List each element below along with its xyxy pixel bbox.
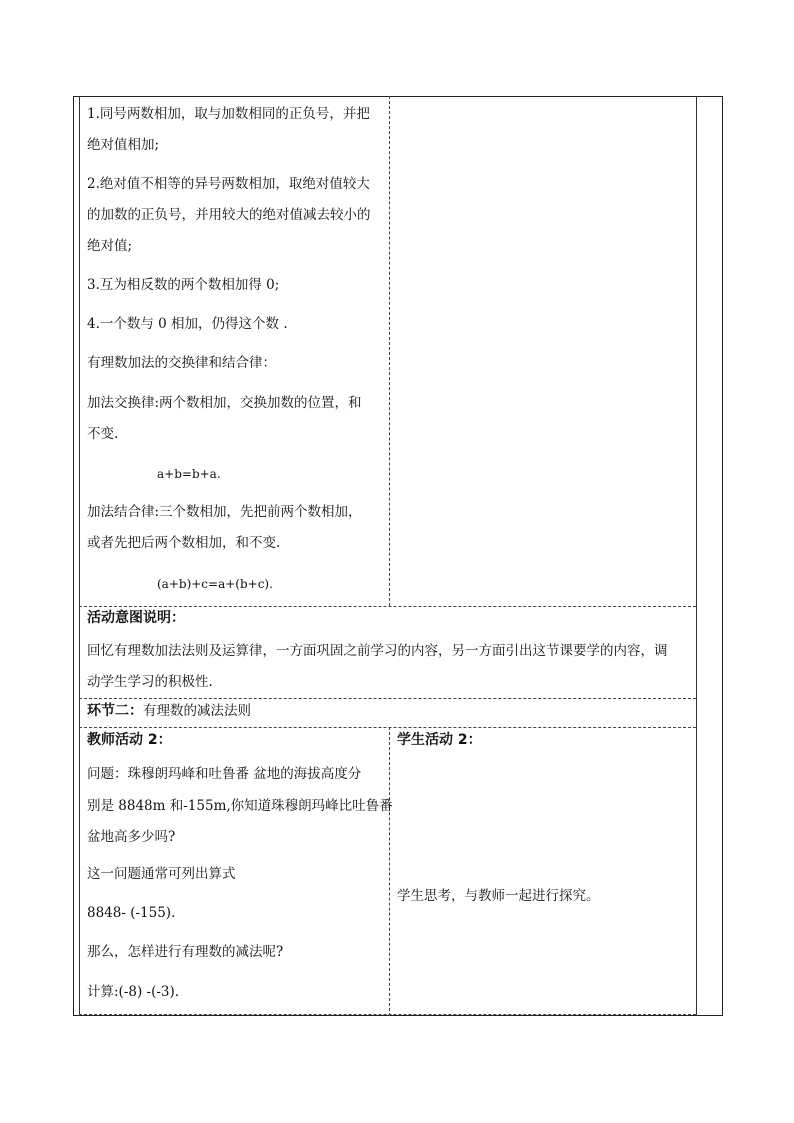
row-divider xyxy=(79,698,696,699)
teacher-title: 教师活动 2： xyxy=(87,732,172,748)
row-divider xyxy=(79,727,696,728)
rule-line: 绝对值相加; xyxy=(87,137,160,153)
step-label: 环节二： xyxy=(87,703,143,719)
teacher-line: 盆地高多少吗? xyxy=(87,829,176,845)
intent-title: 活动意图说明： xyxy=(87,610,185,626)
rule-line: 3.互为相反数的两个数相加得 0; xyxy=(87,277,280,293)
intent-text: 动学生学习的积极性. xyxy=(87,674,213,690)
rule-line: 1.同号两数相加，取与加数相同的正负号，并把 xyxy=(87,106,370,122)
teacher-line: 别是 8848m 和-155m,你知道珠穆朗玛峰比吐鲁番 xyxy=(87,798,393,814)
row-divider xyxy=(79,1014,696,1015)
teacher-line: 那么，怎样进行有理数的减法呢? xyxy=(87,944,284,960)
intent-text: 回忆有理数加法法则及运算律，一方面巩固之前学习的内容，另一方面引出这节课要学的内容，调 xyxy=(87,643,668,659)
column-divider xyxy=(696,96,697,1016)
student-title: 学生活动 2： xyxy=(397,732,482,748)
teacher-line: 8848- (-155). xyxy=(87,905,176,921)
formula: (a+b)+c=a+(b+c). xyxy=(157,577,273,591)
rule-line: 加法交换律:两个数相加，交换加数的位置，和 xyxy=(87,395,362,411)
teacher-line: 问题：珠穆朗玛峰和吐鲁番 盆地的海拔高度分 xyxy=(87,766,362,782)
rule-line: 不变. xyxy=(87,426,119,442)
column-divider xyxy=(389,727,390,1016)
rule-line: 4.一个数与 0 相加，仍得这个数 . xyxy=(87,316,288,332)
step-title: 有理数的减法法则 xyxy=(143,703,251,719)
row-divider xyxy=(79,606,696,607)
rule-line: 绝对值; xyxy=(87,238,133,254)
student-text: 学生思考，与教师一起进行探究。 xyxy=(397,888,600,904)
teacher-line: 这一问题通常可列出算式 xyxy=(87,866,236,882)
rule-line: 或者先把后两个数相加，和不变. xyxy=(87,535,281,551)
rule-line: 2.绝对值不相等的异号两数相加，取绝对值较大 xyxy=(87,176,370,192)
teacher-line: 计算:(-8) -(-3). xyxy=(87,984,180,1000)
step-heading xyxy=(87,702,251,720)
column-divider xyxy=(389,96,390,606)
column-divider xyxy=(79,96,80,1016)
rule-line: 的加数的正负号，并用较大的绝对值减去较小的 xyxy=(87,207,371,223)
formula: a+b=b+a. xyxy=(157,467,221,481)
rule-line: 加法结合律:三个数相加，先把前两个数相加， xyxy=(87,504,362,520)
rule-line: 有理数加法的交换律和结合律： xyxy=(87,355,276,371)
